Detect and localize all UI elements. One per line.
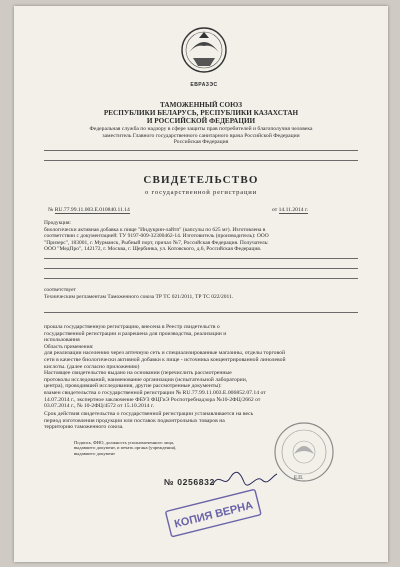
certificate-date: 14.11.2014 г. <box>278 207 309 213</box>
basis-line: 14.07.2014 г., экспертное заключение ФБУЗ ФЦГиЭ Роспотребнадзора №10-2ФЦ/2662 от <box>44 396 261 403</box>
validity-line: Срок действия свидетельства о государственной регистрации устанавливается на весь <box>44 411 254 417</box>
separator-line <box>44 268 358 269</box>
basis-line: протоколы исследований, наименование организации (испытательной лаборатории, <box>44 376 248 383</box>
basis-line: 03.07.2014 г., № 10-2ФЦ/4572 от 15.10.2014 г. <box>44 403 155 410</box>
separator-line <box>44 312 358 313</box>
separator-line <box>44 160 358 161</box>
basis-line: центра), проводившей исследования, другие рассмотренные документы): <box>44 383 222 390</box>
separator-line <box>44 278 358 279</box>
certificate-number: RU.77.99.11.003.E.010840.11.14 <box>54 207 130 213</box>
serial-value: 0256832 <box>177 477 215 487</box>
conformity-label: соответствует <box>44 287 76 293</box>
union-members: РЕСПУБЛИКИ БЕЛАРУСЬ, РЕСПУБЛИКИ КАЗАХСТАН <box>103 109 299 117</box>
union-title: ТАМОЖЕННЫЙ СОЮЗ <box>159 101 243 109</box>
round-seal-icon <box>272 420 336 484</box>
union-members-2: И РОССИЙСКОЙ ФЕДЕРАЦИИ <box>146 117 256 125</box>
registration-line: прошла государственную регистрацию, внесена в Реестр свидетельств о <box>44 324 220 330</box>
certificate-number-row <box>48 207 130 213</box>
registration-line: государственной регистрации и разрешена для производства, реализации и <box>44 330 227 337</box>
product-line: ООО "МедПро", 142172, г. Москва, г. Щербинка, ул. Котовского, д.6, Российская Федерация. <box>44 246 262 252</box>
product-line: соответствии с документацией: ТУ 9197-009-32300462-14. Изготовитель (производитель): ООО <box>44 233 269 239</box>
usage-line: для реализации населению через аптечную сеть и специализированные магазины, отделы торговой <box>44 350 286 357</box>
authority-line: Российская Федерация <box>173 139 229 146</box>
product-block <box>44 220 360 253</box>
basis-line: взамен свидетельства о государственной регистрации № RU.77.99.11.003.E.006852.07.14 от <box>44 389 266 396</box>
copy-stamp-icon <box>154 486 274 546</box>
product-line: биологически активная добавка к пище "Индукрин-лайтп" (капсулы по 625 мг). Изготовлена в <box>44 226 266 233</box>
validity-line: период изготовления продукции или поставок подконтрольных товаров на <box>44 417 225 424</box>
conformity-text: Техническим регламентам Таможенного союза ТР ТС 021/2011, ТР ТС 022/2011. <box>44 293 234 300</box>
registration-line: использования <box>44 337 80 344</box>
authority-line: заместитель Главного государственного санитарного врача Российской Федерации <box>102 132 300 139</box>
issuing-authority <box>54 126 348 146</box>
signature-label-line: выдавшего документ <box>74 450 116 456</box>
separator-line <box>44 150 358 151</box>
product-line: "Призерс", 183001, г. Мурманск, Рыбный порт, причал №7, Российская Федерация. Получатель: <box>44 239 269 246</box>
validity-line: территорию таможенного союза. <box>44 424 124 431</box>
serial-prefix: № <box>164 477 175 487</box>
date-prefix: от <box>272 207 278 213</box>
registration-block <box>44 324 360 410</box>
number-prefix: № <box>48 207 54 213</box>
signer-initials: Е.П. <box>294 476 304 481</box>
eurasian-union-emblem-icon <box>179 24 229 80</box>
signature-labels <box>74 440 274 456</box>
certificate-date-row <box>272 207 308 213</box>
usage-label: Область применения: <box>44 343 94 350</box>
product-label: Продукция: <box>44 220 71 226</box>
conformity-block <box>44 287 360 300</box>
basis-line: Настоящее свидетельство выдано на основании (перечислить рассмотренные <box>44 370 232 377</box>
usage-line: сети в качестве биологически активной добавки к пище - источника концентрированной линолевой <box>44 356 286 363</box>
authority-line: Федеральная служба по надзору в сфере защиты прав потребителей и благополучия человека <box>89 126 313 132</box>
usage-line: кислоты. (далее согласно приложению) <box>44 363 140 370</box>
copy-stamp-text: КОПИЯ ВЕРНА <box>173 499 255 531</box>
certificate-page <box>14 6 388 562</box>
separator-line <box>44 258 358 259</box>
certificate-subtitle: о государственной регистрации <box>145 189 257 196</box>
emblem-caption: ЕВРАЗЭС <box>190 82 218 88</box>
signature-label-line: Подпись, ФИО, должность уполномоченного лица, <box>74 440 175 445</box>
signature-label-line: выдавшего документ, и печать органа (учреждения), <box>74 445 177 451</box>
certificate-title: СВИДЕТЕЛЬСТВО <box>143 174 259 186</box>
